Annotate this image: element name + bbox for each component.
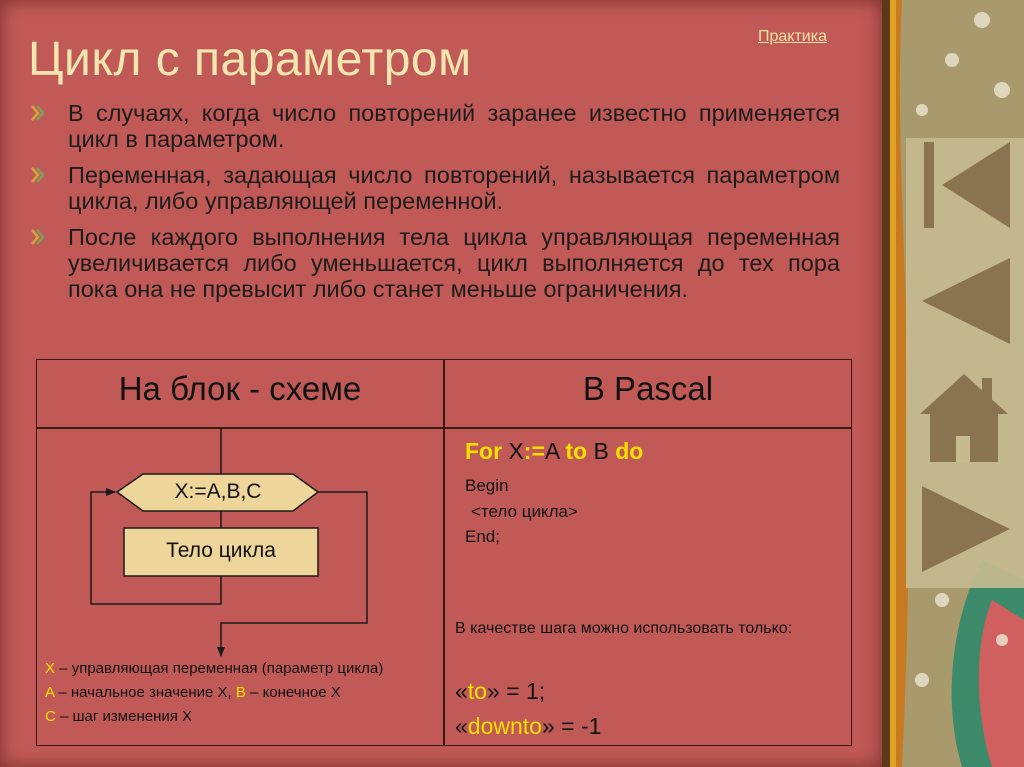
legend-var: A xyxy=(45,684,55,701)
keyword-to-step: to xyxy=(467,678,487,704)
step-note: В качестве шага можно использовать только: xyxy=(455,620,793,637)
decorative-side-panel xyxy=(882,0,1024,767)
code-var: X xyxy=(502,438,524,464)
step-to xyxy=(455,678,545,705)
previous-slide-icon[interactable] xyxy=(916,256,1016,356)
comparison-table xyxy=(36,359,852,746)
legend-text: – начальное значение X, xyxy=(54,684,236,701)
loop-header-label: X:=A,B,C xyxy=(174,480,262,503)
pascal-code xyxy=(445,428,851,745)
flowchart xyxy=(37,428,443,745)
keyword-downto-step: downto xyxy=(467,713,542,739)
quote-open: « xyxy=(455,713,468,739)
legend-line xyxy=(45,708,192,725)
legend-text: – управляющая переменная (параметр цикла) xyxy=(55,660,384,677)
legend-text: – конечное X xyxy=(245,684,341,701)
code-var: A xyxy=(544,438,566,464)
bullet-text: После каждого выполнения тела цикла управляющая переменная увеличивается либо уменьшается, цикл выполняется до тех пора пока она не превысит либо станет меньше ограничения. xyxy=(68,224,840,302)
code-for-line xyxy=(465,438,643,465)
keyword-do: do xyxy=(615,438,644,464)
bullet-item xyxy=(28,224,840,302)
bullet-icon xyxy=(30,104,46,122)
page-title: Цикл с параметром xyxy=(28,33,472,86)
next-slide-icon[interactable] xyxy=(916,484,1016,584)
home-icon[interactable] xyxy=(916,370,1016,470)
code-begin: Begin xyxy=(465,476,509,495)
step-value: » = -1 xyxy=(541,713,602,739)
keyword-to: to xyxy=(565,438,588,464)
bullet-icon xyxy=(30,166,46,184)
bullet-list xyxy=(28,100,840,312)
loop-body-label: Тело цикла xyxy=(166,539,276,562)
legend-var: B xyxy=(235,684,246,701)
bullet-text: В случаях, когда число повторений заранее известно применяется цикл в параметром. xyxy=(68,100,840,152)
table-header-pascal: В Pascal xyxy=(582,370,714,407)
practice-link[interactable]: Практика xyxy=(758,28,827,45)
bullet-item xyxy=(28,162,840,214)
bullet-icon xyxy=(30,228,46,246)
legend-line xyxy=(45,660,383,677)
code-assign: := xyxy=(523,438,545,464)
legend-text: – шаг изменения X xyxy=(55,708,193,725)
bullet-item xyxy=(28,100,840,152)
code-var: B xyxy=(587,438,616,464)
table-header-flowchart: На блок - схеме xyxy=(118,370,362,407)
legend-var: X xyxy=(45,660,56,677)
legend-line xyxy=(45,684,341,701)
legend-var: C xyxy=(45,708,56,725)
step-downto xyxy=(455,713,601,740)
keyword-for: For xyxy=(465,438,503,464)
code-end: End; xyxy=(465,527,500,546)
step-value: » = 1; xyxy=(486,678,546,704)
quote-open: « xyxy=(455,678,468,704)
bullet-text: Переменная, задающая число повторений, называется параметром цикла, либо управляющей переменной. xyxy=(68,162,840,214)
first-slide-icon[interactable] xyxy=(916,140,1016,240)
code-body: <тело цикла> xyxy=(471,502,578,521)
